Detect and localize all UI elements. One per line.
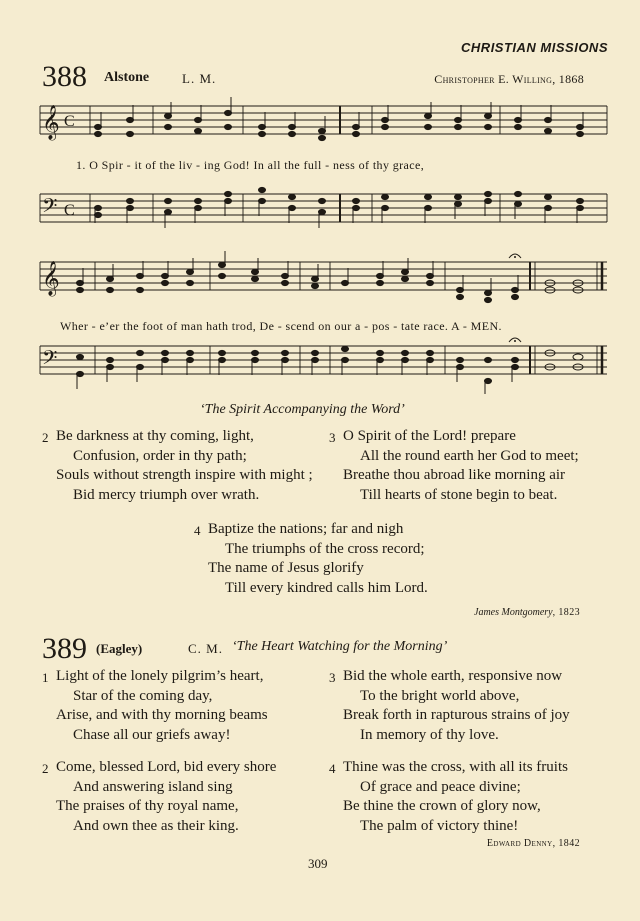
author-name: James Montgomery — [474, 607, 553, 618]
verse-line: Of grace and peace divine; — [360, 778, 521, 795]
common-time-icon: C — [64, 113, 75, 130]
verse-number: 4 — [194, 523, 201, 538]
verse-line: Till hearts of stone begin to beat. — [360, 486, 558, 503]
hymn-388-verse-4 — [194, 520, 428, 598]
hymn-389-verse-3 — [329, 667, 570, 745]
verse-line: Thine was the cross, with all its fruits — [343, 759, 568, 775]
hymn-388-lyric-line-1: 1. O Spir - it of the liv - ing God! In all the full - ness of thy grace, — [76, 158, 425, 172]
verse-line: In memory of thy love. — [360, 726, 499, 743]
verse-line: Baptize the nations; far and nigh — [208, 521, 404, 537]
hymn-388-author — [474, 600, 580, 619]
tune-name-alstone: Alstone — [104, 70, 150, 85]
hymn-388-verse-3 — [329, 427, 579, 505]
verse-line: Till every kindred calls him Lord. — [225, 579, 428, 596]
page-number: 309 — [308, 856, 328, 871]
hymn-388-meter: L. M. — [182, 71, 217, 86]
verse-line: To the bright world above, — [360, 687, 520, 704]
verse-line: Break forth in rapturous strains of joy — [343, 707, 570, 723]
verse-line: And answering island sing — [73, 778, 233, 795]
verse-line: Come, blessed Lord, bid every shore — [56, 759, 277, 775]
hymn-388-verse-2 — [42, 427, 313, 505]
hymn-number-389: 389 — [42, 632, 87, 665]
section-heading: CHRISTIAN MISSIONS — [461, 40, 608, 55]
verse-line: O Spirit of the Lord! prepare — [343, 428, 516, 444]
verse-number: 3 — [329, 430, 336, 445]
verse-number: 1 — [42, 670, 49, 685]
verse-line: Be thine the crown of glory now, — [343, 798, 541, 814]
verse-line: The praises of thy royal name, — [56, 798, 239, 814]
hymn-388-composer: Christopher E. Willing, 1868 — [434, 72, 584, 86]
verse-line: Light of the lonely pilgrim’s heart, — [56, 668, 264, 684]
verse-number: 3 — [329, 670, 336, 685]
verse-number: 4 — [329, 761, 336, 776]
bass-clef-icon: 𝄢 — [42, 346, 58, 374]
verse-number: 2 — [42, 430, 49, 445]
treble-clef-icon: 𝄞 — [42, 105, 60, 140]
hymn-389-verse-1 — [42, 667, 268, 745]
common-time-icon: C — [64, 202, 75, 219]
hymn-388-lyric-line-2: Wher - e’er the foot of man hath trod, De - scend on our a - pos - tate race. A - MEN. — [60, 319, 502, 333]
hymn-389-author: Edward Denny, 1842 — [486, 838, 580, 849]
author-year: , 1823 — [552, 607, 580, 618]
hymn-389-verse-4 — [329, 758, 568, 836]
hymn-388-subtitle: ‘The Spirit Accompanying the Word’ — [200, 402, 405, 417]
verse-line: Bid mercy triumph over wrath. — [73, 486, 260, 503]
treble-clef-icon: 𝄞 — [42, 261, 60, 296]
verse-line: Bid the whole earth, responsive now — [343, 668, 563, 684]
verse-line: Chase all our griefs away! — [73, 726, 231, 743]
verse-line: Arise, and with thy morning beams — [56, 707, 268, 723]
hymn-389-verse-2 — [42, 758, 277, 836]
verse-line: Breathe thou abroad like morning air — [343, 467, 566, 483]
verse-line: The name of Jesus glorify — [208, 560, 364, 576]
hymn-number-388: 388 — [42, 60, 87, 93]
verse-line: The triumphs of the cross record; — [225, 540, 425, 557]
verse-line: And own thee as their king. — [73, 817, 239, 834]
hymn-389-meter: C. M. — [188, 641, 223, 656]
verse-line: Star of the coming day, — [73, 687, 213, 704]
verse-line: Confusion, order in thy path; — [73, 447, 247, 464]
verse-line: Be darkness at thy coming, light, — [56, 428, 254, 444]
verse-number: 2 — [42, 761, 49, 776]
verse-line: Souls without strength inspire with might ; — [56, 467, 313, 483]
hymn-389-subtitle: ‘The Heart Watching for the Morning’ — [232, 639, 448, 654]
bass-staff-2 — [40, 346, 607, 374]
bass-clef-icon: 𝄢 — [42, 194, 58, 222]
treble-staff-2 — [40, 262, 607, 290]
verse-line: The palm of victory thine! — [360, 817, 519, 834]
tune-name-eagley: (Eagley) — [96, 641, 143, 656]
verse-line: All the round earth her God to meet; — [360, 447, 579, 464]
